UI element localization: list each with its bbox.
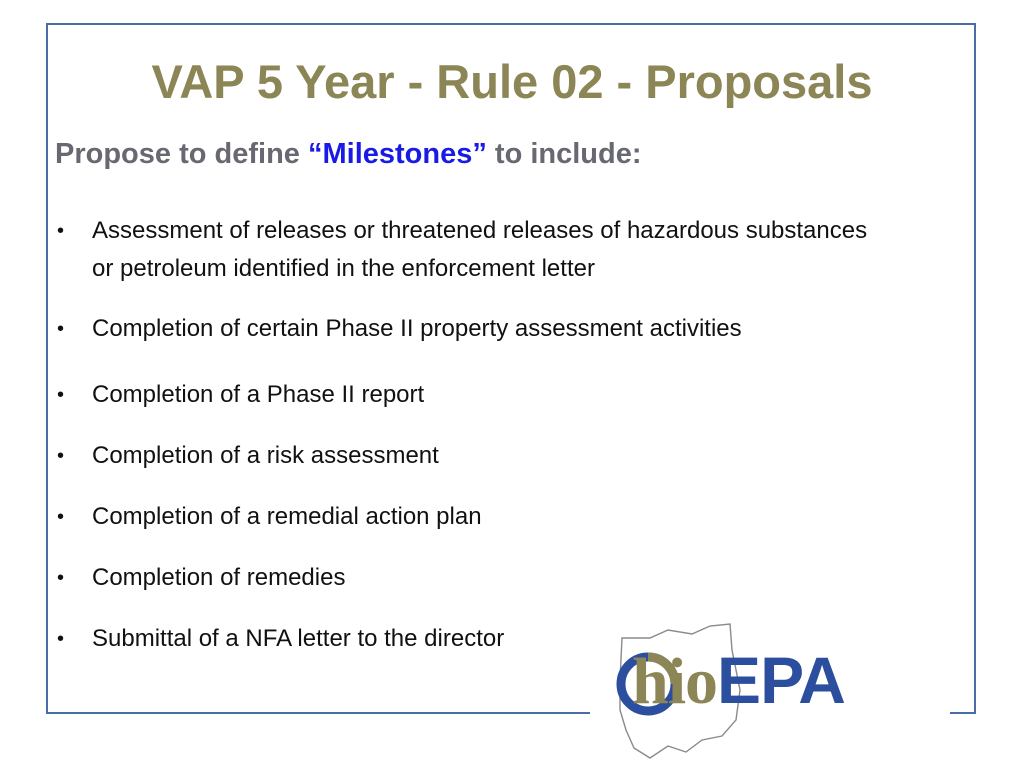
bullet-item-2 — [55, 310, 885, 348]
subtitle-prefix: Propose to define — [55, 138, 308, 170]
bullet-text: Assessment of releases or threatened releases of hazardous substances or petroleum identified in the enforcement letter — [92, 217, 868, 282]
bullet-item-3 — [55, 376, 885, 414]
slide-subtitle — [55, 138, 642, 171]
bullet-item-5 — [55, 498, 885, 536]
bullet-icon: • — [57, 567, 65, 589]
subtitle-highlight: “Milestones” — [307, 138, 487, 170]
subtitle-suffix: to include: — [486, 138, 642, 170]
bullet-text: Submittal of a NFA letter to the director — [92, 625, 505, 652]
bullet-item-4 — [55, 437, 885, 475]
bullet-text: Completion of a risk assessment — [92, 442, 439, 469]
bullet-icon: • — [57, 506, 65, 528]
logo-text-epa: EPA — [717, 643, 845, 717]
bullet-icon: • — [57, 628, 65, 650]
logo-text-ohio: hio — [632, 645, 718, 718]
bullet-item-6 — [55, 559, 885, 597]
slide-title: VAP 5 Year - Rule 02 - Proposals — [151, 55, 873, 108]
bullet-icon: • — [57, 445, 65, 467]
ohio-epa-logo — [590, 620, 950, 760]
bullet-list — [55, 212, 885, 658]
bullet-item-1 — [55, 212, 885, 288]
bullet-text: Completion of remedies — [92, 564, 346, 591]
bullet-text: Completion of a remedial action plan — [92, 503, 482, 530]
logo-wordmark — [632, 642, 845, 720]
bullet-icon: • — [57, 318, 65, 340]
bullet-text: Completion of certain Phase II property assessment activities — [92, 315, 742, 342]
bullet-icon: • — [57, 220, 65, 242]
bullet-icon: • — [57, 384, 65, 406]
bullet-text: Completion of a Phase II report — [92, 381, 425, 408]
